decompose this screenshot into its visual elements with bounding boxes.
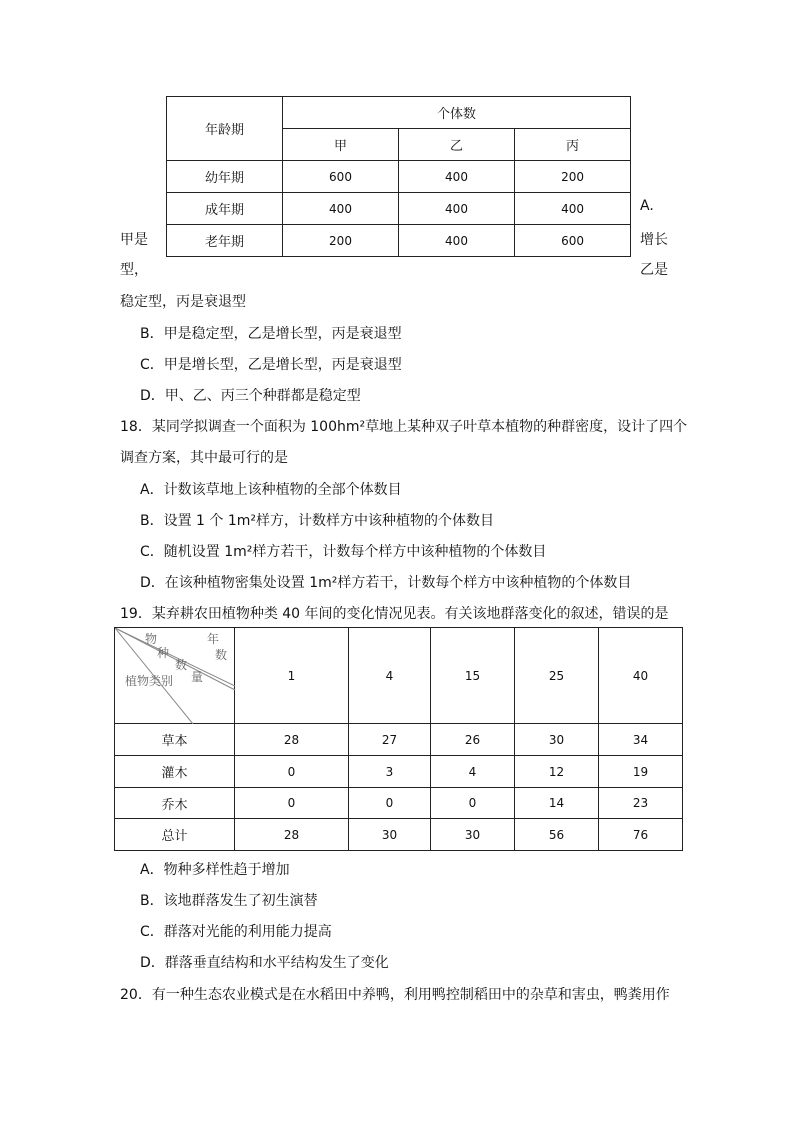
q19-succession-table — [114, 627, 683, 851]
table-cell: 28 — [235, 819, 349, 851]
col-bing: 丙 — [515, 129, 631, 161]
q19-option-d: D．群落垂直结构和水平结构发生了变化 — [140, 955, 389, 971]
table-cell: 30 — [515, 724, 599, 756]
table-cell: 600 — [283, 161, 399, 193]
option-a-text-left: 甲是 — [120, 232, 148, 248]
q18-option-a: A．计数该草地上该种植物的全部个体数目 — [140, 482, 402, 498]
year-header: 4 — [349, 628, 431, 724]
table-cell: 19 — [599, 756, 683, 788]
q19-stem: 19．某弃耕农田植物种类 40 年间的变化情况见表。有关该地群落变化的叙述，错误的是 — [120, 606, 669, 622]
q19-option-c: C．群落对光能的利用能力提高 — [140, 924, 332, 940]
table-cell: 28 — [235, 724, 349, 756]
table-cell: 400 — [283, 193, 399, 225]
table-cell: 400 — [399, 161, 515, 193]
option-a-text-right: 增长 — [640, 232, 668, 248]
q18-stem-line1: 18．某同学拟调查一个面积为 100hm²草地上某种双子叶草本植物的种群密度，设计了四个 — [120, 419, 688, 435]
col-yi: 乙 — [399, 129, 515, 161]
q19-option-a: A．物种多样性趋于增加 — [140, 862, 290, 878]
row-label: 草本 — [115, 724, 235, 756]
table-cell: 14 — [515, 788, 599, 819]
corner-label: 植物类别 — [125, 674, 174, 688]
table-cell: 4 — [431, 756, 515, 788]
row-label: 老年期 — [167, 225, 283, 257]
q19-option-b: B．该地群落发生了初生演替 — [140, 893, 318, 909]
header-age: 年龄期 — [167, 97, 283, 161]
row-label: 灌木 — [115, 756, 235, 788]
col-jia: 甲 — [283, 129, 399, 161]
table-cell: 12 — [515, 756, 599, 788]
table-cell: 0 — [235, 788, 349, 819]
table-cell: 3 — [349, 756, 431, 788]
year-header: 40 — [599, 628, 683, 724]
table-cell: 0 — [431, 788, 515, 819]
header-count: 个体数 — [283, 97, 631, 129]
option-a-text-cont: 稳定型，丙是衰退型 — [120, 294, 246, 310]
corner-char: 数 — [215, 648, 228, 662]
row-label: 成年期 — [167, 193, 283, 225]
table-cell: 200 — [283, 225, 399, 257]
q18-option-d: D．在该种植物密集处设置 1m²样方若干，计数每个样方中该种植物的个体数目 — [140, 575, 632, 591]
q17-age-structure-table — [166, 96, 631, 257]
table-cell: 600 — [515, 225, 631, 257]
option-a-text-right2: 乙是 — [640, 262, 668, 278]
table-cell: 30 — [349, 819, 431, 851]
row-label: 幼年期 — [167, 161, 283, 193]
table-cell: 23 — [599, 788, 683, 819]
table-row — [115, 756, 683, 788]
q18-option-b: B．设置 1 个 1m²样方，计数样方中该种植物的个体数目 — [140, 513, 495, 529]
corner-char: 量 — [191, 670, 204, 684]
year-header: 1 — [235, 628, 349, 724]
option-a-text-left2: 型， — [120, 262, 148, 278]
table-cell: 76 — [599, 819, 683, 851]
corner-char: 物 — [145, 632, 158, 646]
table-cell: 0 — [235, 756, 349, 788]
table-cell: 400 — [515, 193, 631, 225]
q17-option-b: B．甲是稳定型，乙是增长型，丙是衰退型 — [140, 326, 402, 342]
row-label: 乔木 — [115, 788, 235, 819]
q18-option-c: C．随机设置 1m²样方若干，计数每个样方中该种植物的个体数目 — [140, 544, 547, 560]
table-cell: 27 — [349, 724, 431, 756]
corner-char: 数 — [175, 658, 188, 672]
corner-char: 种 — [157, 646, 170, 660]
table-cell: 400 — [399, 193, 515, 225]
option-a-label: A. — [640, 198, 654, 214]
table-cell: 30 — [431, 819, 515, 851]
table-cell: 0 — [349, 788, 431, 819]
table-row — [167, 161, 631, 193]
table-cell: 34 — [599, 724, 683, 756]
table-row — [167, 193, 631, 225]
table-row — [115, 788, 683, 819]
table-cell: 56 — [515, 819, 599, 851]
table-cell: 400 — [399, 225, 515, 257]
row-label: 总计 — [115, 819, 235, 851]
q18-stem-line2: 调查方案，其中最可行的是 — [120, 450, 288, 466]
diagonal-header-cell — [115, 628, 235, 724]
table-cell: 200 — [515, 161, 631, 193]
q17-option-c: C．甲是增长型，乙是增长型，丙是衰退型 — [140, 357, 402, 373]
corner-char: 年 — [207, 632, 220, 646]
table-row — [115, 819, 683, 851]
q17-option-d: D．甲、乙、丙三个种群都是稳定型 — [140, 388, 361, 404]
year-header: 15 — [431, 628, 515, 724]
table-row — [167, 225, 631, 257]
table-cell: 26 — [431, 724, 515, 756]
year-header: 25 — [515, 628, 599, 724]
q20-stem: 20．有一种生态农业模式是在水稻田中养鸭，利用鸭控制稻田中的杂草和害虫，鸭粪用作 — [120, 987, 670, 1003]
table-row — [115, 724, 683, 756]
